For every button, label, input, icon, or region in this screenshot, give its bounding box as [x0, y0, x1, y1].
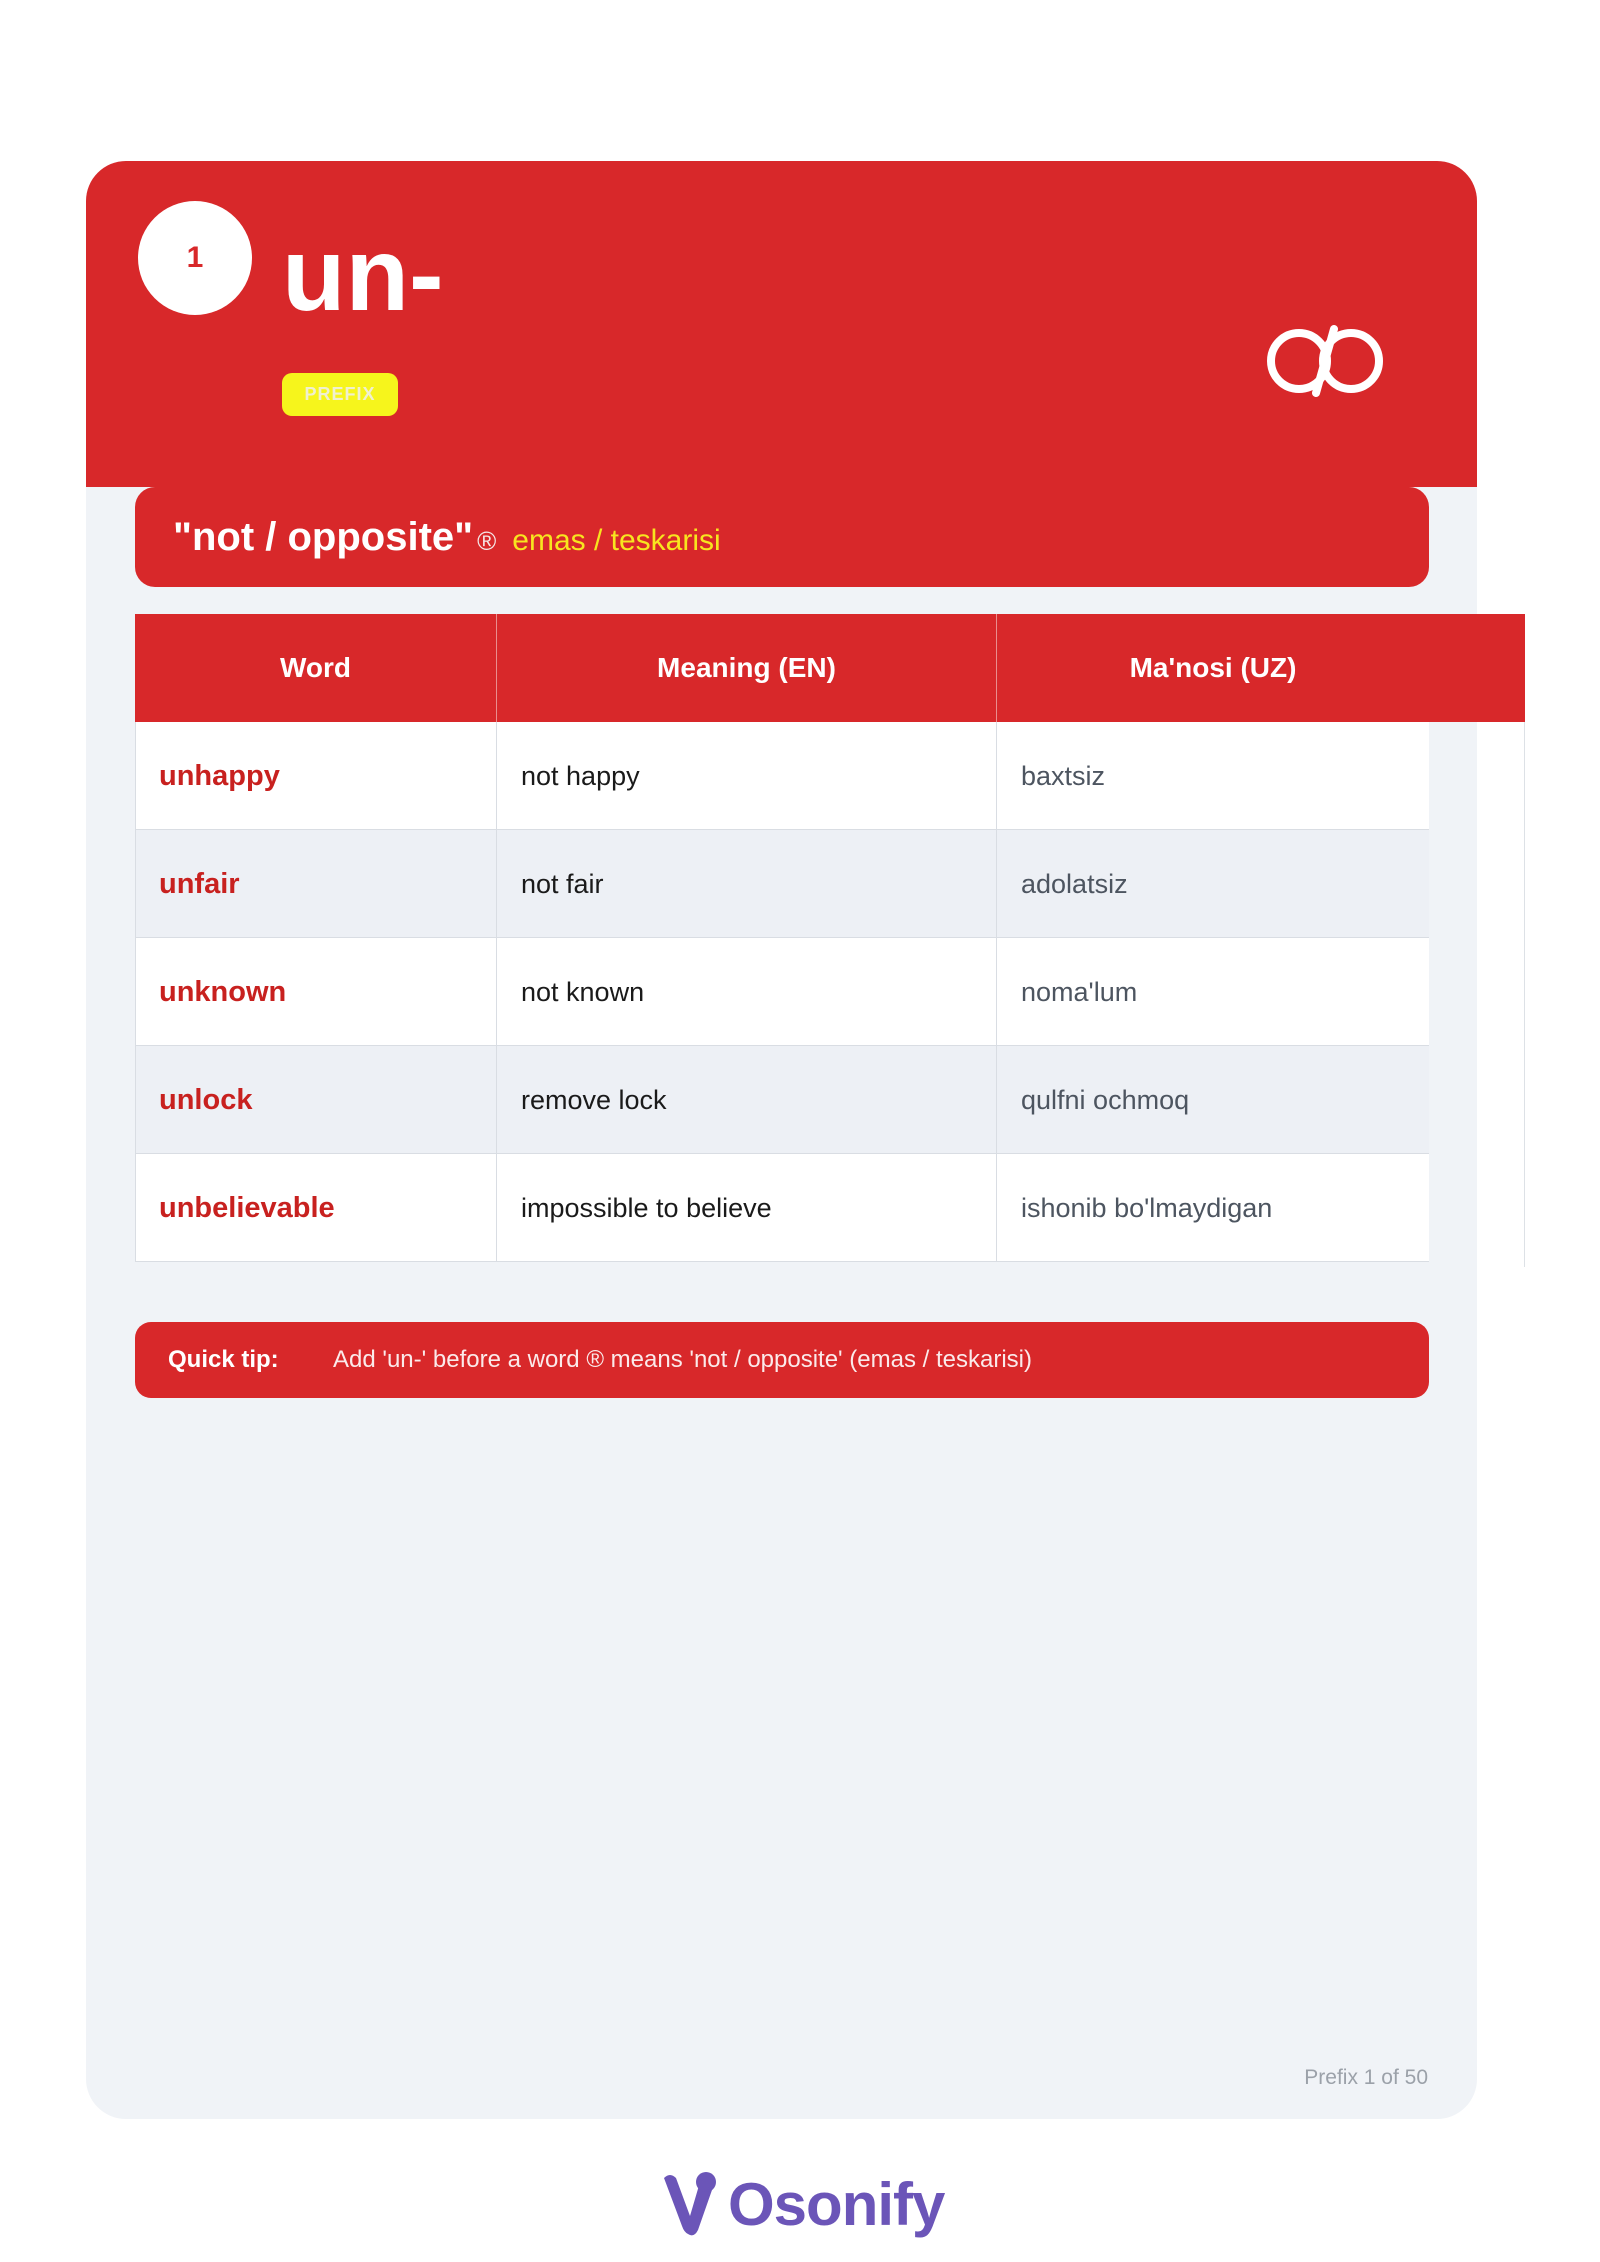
osonify-logo-icon [660, 2168, 716, 2240]
table-row [135, 938, 1429, 1046]
column-header-word: Word [135, 614, 497, 722]
table-header-row [135, 614, 1525, 722]
table-right-edge [1524, 722, 1525, 1267]
meaning-symbol: ® [477, 525, 497, 556]
word-cell: unbelievable [135, 1154, 497, 1262]
table-row [135, 830, 1429, 938]
interlocked-rings-icon [1264, 323, 1386, 399]
brand-name: Osonify [728, 2170, 945, 2238]
word-cell: unfair [135, 830, 497, 938]
meaning-en-cell: impossible to believe [497, 1154, 997, 1262]
column-header-meaning-en: Meaning (EN) [497, 614, 997, 722]
table-row [135, 722, 1429, 830]
prefix-number-badge: 1 [138, 201, 252, 315]
footer-brand [660, 2168, 944, 2240]
prefix-type-badge: PREFIX [282, 373, 398, 416]
meaning-uz-cell: qulfni ochmoq [1021, 1084, 1190, 1115]
word-cell: unknown [135, 938, 497, 1046]
word-cell: unlock [135, 1046, 497, 1154]
meaning-en-cell: not fair [497, 830, 997, 938]
meaning-uz-cell: ishonib bo'lmaydigan [1021, 1192, 1273, 1223]
meaning-uz-cell: adolatsiz [1021, 868, 1128, 899]
table-row [135, 1154, 1429, 1262]
card-header [86, 161, 1477, 487]
meaning-uzbek: emas / teskarisi [512, 524, 721, 557]
meaning-en-cell: remove lock [497, 1046, 997, 1154]
column-header-spacer [1429, 614, 1525, 722]
table-body [135, 722, 1429, 1262]
quick-tip-banner [135, 1322, 1429, 1398]
page-indicator: Prefix 1 of 50 [1304, 2066, 1428, 2089]
meaning-en-cell: not known [497, 938, 997, 1046]
quick-tip-text: Add 'un-' before a word ® means 'not / opposite' (emas / teskarisi) [333, 1346, 1032, 1373]
prefix-title: un- [282, 217, 444, 333]
word-cell: unhappy [135, 722, 497, 830]
meaning-uz-cell: baxtsiz [1021, 760, 1106, 791]
meaning-en-cell: not happy [497, 722, 997, 830]
quick-tip-label: Quick tip: [168, 1346, 279, 1373]
meaning-banner [135, 487, 1429, 587]
table-row [135, 1046, 1429, 1154]
meaning-english: "not / opposite" [173, 514, 474, 559]
column-header-meaning-uz: Ma'nosi (UZ) [1129, 652, 1297, 683]
meaning-uz-cell: noma'lum [1021, 976, 1138, 1007]
